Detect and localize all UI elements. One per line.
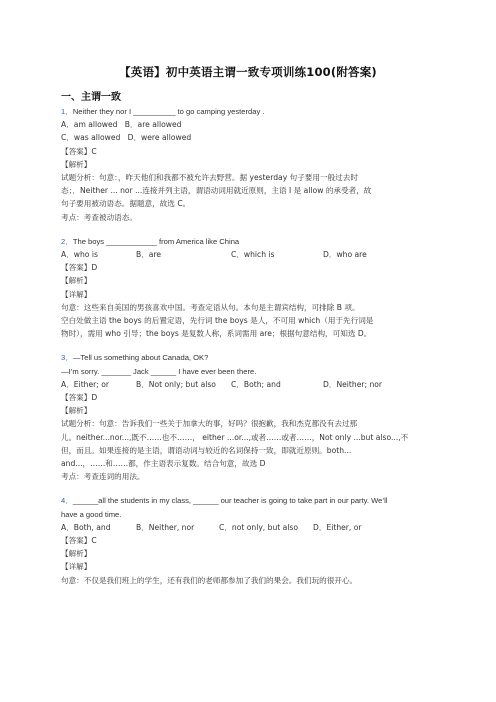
explanation-line: 物时），需用 who 引导；the boys 是复数人称，系词需用 are；根据句意结构，可知选 D。 — [61, 329, 372, 339]
section-heading: 一、主谓一致 — [61, 92, 121, 103]
option-d: D．Neither; nor — [323, 379, 383, 389]
explanation-line: 儿。neither...nor...,既不……也不……， either ...or...,或者……或者……，Not only ...but also...,不 — [61, 432, 409, 442]
option-b: B．Not only; but also — [136, 379, 216, 389]
option-d: D．Either, or — [313, 522, 362, 532]
explanation-line: 试题分析：句意：告诉我们一些关于加拿大的事，好吗？很抱歉，我和杰克都没有去过那 — [61, 419, 358, 429]
explanation-line: and...，……和……都，作主语表示复数。结合句意，故选 D — [61, 459, 266, 469]
answer-line: 【答案】D — [61, 263, 98, 273]
explanation-line: 句子要用被动语态。据题意，故选 C。 — [61, 199, 191, 209]
question-3 — [61, 351, 453, 483]
explanation-line: 态；．Neither ... nor ...连接并列主语，谓语动词用就近原则，主语 I 是 allow 的承受者，故 — [61, 186, 372, 196]
option-b: B．Neither, nor — [136, 522, 195, 532]
explanation-line: 空白处做主语 the boys 的后置定语，先行词 the boys 是人，不可用 which（用于先行词是 — [61, 316, 374, 326]
option-b: B．are allowed — [124, 120, 182, 130]
question-stem: 4．______all the students in my class, ______ our teacher is going to take part in our party. We’ll — [61, 496, 388, 506]
option-a: A．Both, and — [61, 522, 111, 532]
question-2 — [61, 235, 453, 341]
option-a: A．am allowed — [61, 120, 118, 130]
explanation-line: 但，而且。如果连接的是主语，谓语动词与较近的名词保持一致，即就近原则。both... — [61, 445, 352, 455]
analysis-label: 【解析】 — [61, 406, 92, 416]
options-row — [61, 248, 453, 261]
answer-line: 【答案】C — [61, 146, 97, 156]
question-stem-2: have a good time. — [61, 509, 122, 519]
detail-label: 【详解】 — [61, 562, 92, 572]
option-c: C．not only, but also — [219, 522, 299, 532]
options-row — [61, 131, 453, 144]
question-stem-2: —I’m sorry. _______ Jack ______ I have ever been there. — [61, 366, 257, 376]
detail-label: 【详解】 — [61, 289, 92, 299]
kaodian-line: 考点：考查被动语态。 — [61, 212, 137, 222]
option-a: A．Either; or — [61, 379, 110, 389]
analysis-label: 【解析】 — [61, 159, 92, 169]
option-b: B．are — [136, 250, 162, 260]
explanation-line: 试题分析：句意：，昨天他们和我都不被允许去野营。据 yesterday 句子要用一般过去时 — [61, 173, 358, 183]
explanation-line: 句意：不仅是我们班上的学生，还有我们的老师都参加了我们的果会。我们玩的很开心。 — [61, 575, 358, 585]
options-row — [61, 378, 453, 391]
answer-line: 【答案】D — [61, 393, 98, 403]
question-stem: 2．The boys ____________ from America like China — [61, 236, 240, 246]
question-stem: 1．Neither they nor I __________ to go camping yesterday . — [61, 107, 265, 116]
question-1 — [61, 105, 453, 224]
kaodian-line: 考点：考查连词的用法。 — [61, 472, 145, 482]
option-d: D．who are — [323, 250, 367, 260]
option-c: C．Both; and — [231, 379, 281, 389]
analysis-label: 【解析】 — [61, 549, 92, 559]
question-stem: 3．—Tell us something about Canada, OK? — [61, 353, 209, 363]
option-d: D．were allowed — [127, 133, 192, 143]
option-c: C．which is — [231, 250, 275, 260]
document-body — [61, 86, 453, 587]
page-title: 【英语】初中英语主谓一致专项训练100(附答案) — [119, 65, 377, 79]
question-4 — [61, 494, 453, 586]
analysis-label: 【解析】 — [61, 276, 92, 286]
option-a: A．who is — [61, 250, 98, 260]
answer-line: 【答案】C — [61, 536, 97, 546]
option-c: C．was allowed — [61, 133, 121, 143]
explanation-line: 句意：这些来自美国的男孩喜欢中国。考查定语从句。本句是主谓宾结构，可排除 B 项。 — [61, 302, 360, 312]
options-row — [61, 521, 453, 534]
options-row — [61, 118, 453, 131]
